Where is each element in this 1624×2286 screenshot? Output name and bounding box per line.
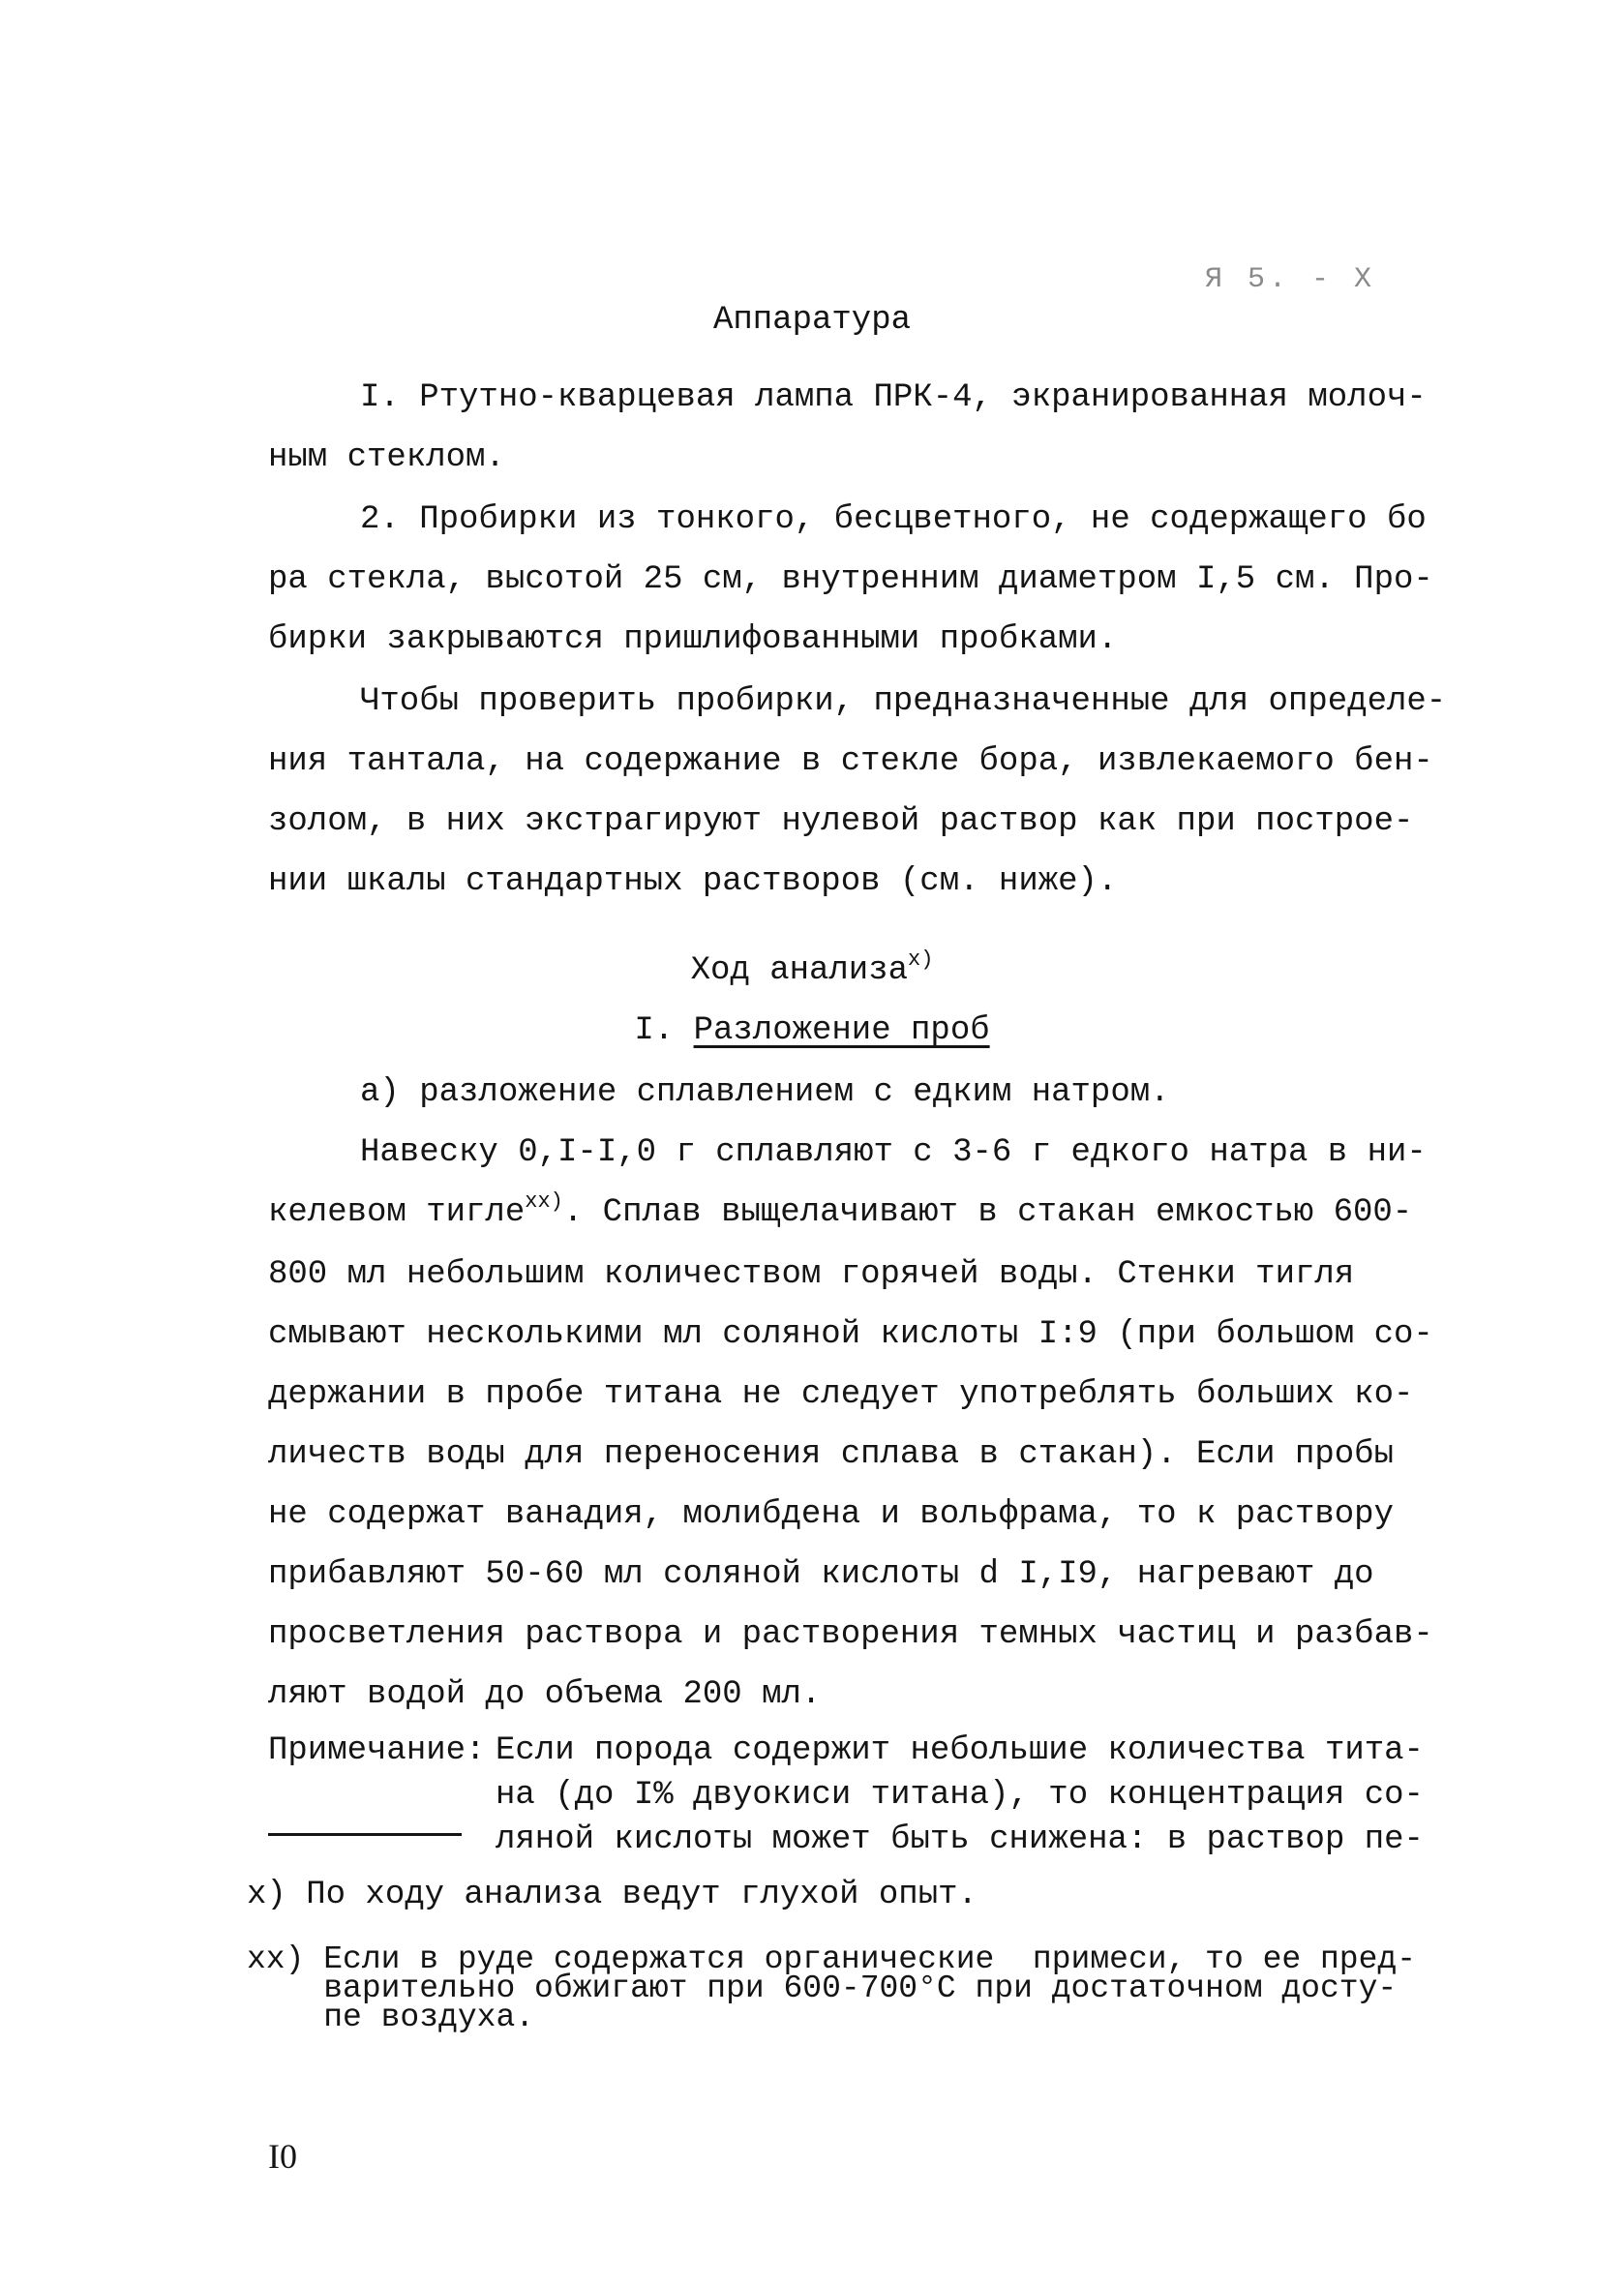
- body-text-span: . Сплав выщелачивают в стакан емкостью 600-: [562, 1194, 1413, 1231]
- section-title-apparatus: Аппаратура: [712, 302, 912, 339]
- body-line: ляют водой до объема 200 мл.: [268, 1676, 822, 1713]
- subsection-title: [0, 1001, 1624, 1061]
- body-line: личеств воды для переносения сплава в стакан). Если пробы: [268, 1436, 1394, 1473]
- footnote-2-line: пе воздуха.: [247, 2000, 535, 2035]
- note-line: Если порода содержит небольшие количества тита-: [496, 1732, 1424, 1769]
- subsection-title-text: Разложение проб: [693, 1012, 990, 1049]
- footnote-separator: [268, 1833, 462, 1836]
- subsection-number: I.: [634, 1012, 675, 1049]
- body-line: просветления раствора и растворения темных частиц и разбав-: [268, 1616, 1433, 1653]
- footnote-2-line: xx) Если в руде содержатся органические примеси, то ее пред-: [247, 1941, 1416, 1977]
- note-line: на (до I% двуокиси титана), то концентрация со-: [496, 1777, 1424, 1814]
- archive-stamp: Я 5. - Х: [1205, 263, 1376, 296]
- body-line: держании в пробе титана не следует употреблять больших ко-: [268, 1376, 1414, 1413]
- note-line: ляной кислоты может быть снижена: в раствор пе-: [496, 1821, 1424, 1858]
- footnote-2-line: варительно обжигают при 600-700°С при достаточном досту-: [247, 1970, 1398, 2006]
- body-line: Чтобы проверить пробирки, предназначенные для определе-: [360, 683, 1447, 720]
- section-title-analysis: [0, 941, 1624, 1001]
- body-line: нии шкалы стандартных растворов (см. ниже).: [268, 863, 1118, 900]
- footnote-mark: x): [908, 947, 934, 972]
- body-line: не содержат ванадия, молибдена и вольфрама, то к раствору: [268, 1496, 1394, 1533]
- body-line: 800 мл небольшим количеством горячей воды. Стенки тигля: [268, 1256, 1355, 1293]
- body-line: I. Ртутно-кварцевая лампа ПРК-4, экранированная молоч-: [360, 379, 1427, 416]
- footnote-1: x) По ходу анализа ведут глухой опыт.: [247, 1877, 977, 1913]
- subsection-heading: а) разложение сплавлением с едким натром.: [360, 1074, 1170, 1111]
- body-line: бирки закрываются пришлифованными пробками.: [268, 621, 1118, 658]
- body-line: прибавляют 50-60 мл соляной кислоты d I,I9, нагревают до: [268, 1556, 1374, 1593]
- body-line: ния тантала, на содержание в стекле бора, извлекаемого бен-: [268, 743, 1433, 780]
- page-number: I0: [268, 2137, 297, 2176]
- body-line: смывают несколькими мл соляной кислоты I:9 (при большом со-: [268, 1316, 1433, 1353]
- body-line: Навеску 0,I-I,0 г сплавляют с 3-6 г едкого натра в ни-: [360, 1134, 1427, 1171]
- body-line: [268, 1183, 1412, 1243]
- body-line: 2. Пробирки из тонкого, бесцветного, не содержащего бо: [360, 501, 1427, 538]
- body-line: золом, в них экстрагируют нулевой раствор как при построе-: [268, 803, 1414, 840]
- body-line: ным стеклом.: [268, 439, 505, 476]
- section-title-text: Ход анализа: [690, 952, 909, 989]
- note-label: Примечание:: [268, 1732, 486, 1769]
- body-line: ра стекла, высотой 25 см, внутренним диаметром I,5 см. Про-: [268, 561, 1433, 598]
- footnote-mark: xx): [525, 1189, 563, 1214]
- body-text-span: келевом тигле: [268, 1194, 526, 1231]
